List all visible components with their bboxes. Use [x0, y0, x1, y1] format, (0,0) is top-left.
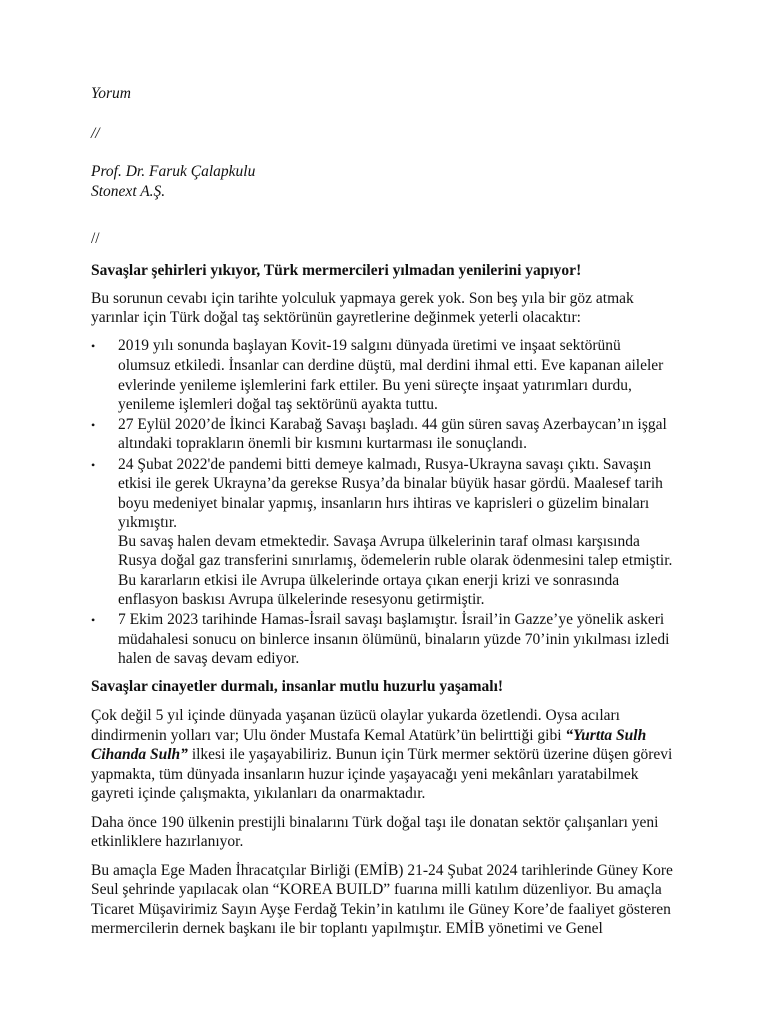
author-company: Stonext A.Ş.: [91, 183, 166, 200]
list-item-line: Bu savaş halen devam etmektedir. Savaşa Avrupa ülkelerinin taraf olması karşısında: [118, 533, 640, 550]
list-item-line: boyu medeniyet binalar yapmış, insanların hırs ihtiras ve kaprisleri o güzelim binaları: [118, 495, 650, 512]
paragraph-line: Seul şehrinde yapılacak olan “KOREA BUILD” fuarına milli katılım düzenliyor. Bu amaçla: [91, 881, 662, 898]
list-item-line: yenileme işlemleri doğal taş sektörünü ayakta tuttu.: [118, 396, 438, 413]
list-item-line: enflasyon baskısı Avrupa ülkelerinde resesyonu getirmiştir.: [118, 591, 485, 608]
quote-text: “Yurtta Sulh: [565, 727, 647, 744]
paragraph-line: yapmakta, tüm dünyada insanların huzur içinde yaşayacağı yeni mekânları yaratabilmek: [91, 766, 639, 783]
bullet-icon: •: [91, 458, 96, 472]
list-item-line: olumsuz etkiledi. İnsanlar can derdine düştü, mal derdini ihmal etti. Eve kapanan aileler: [118, 357, 664, 374]
paragraph-line: Daha önce 190 ülkenin prestijli binalarını Türk doğal taşı ile donatan sektör çalışanları yeni: [91, 814, 659, 831]
quote-text: Cihanda Sulh”: [91, 746, 188, 763]
paragraph-line: [91, 726, 646, 746]
list-item-line: 2019 yılı sonunda başlayan Kovit-19 salgını dünyada üretimi ve inşaat sektörünü: [118, 337, 621, 354]
paragraph-line: Ticaret Müşavirimiz Sayın Ayşe Ferdağ Tekin’in katılımı ile Güney Kore’de faaliyet gösteren: [91, 901, 671, 918]
separator: //: [91, 230, 100, 247]
intro-line: yarınlar için Türk doğal taş sektörünün gayretlerine değinmek yeterli olacaktır:: [91, 309, 581, 326]
bullet-icon: •: [91, 418, 96, 432]
separator: //: [91, 125, 100, 142]
article-title: Savaşlar şehirleri yıkıyor, Türk mermercileri yılmadan yenilerini yapıyor!: [91, 262, 582, 279]
paragraph-line: [91, 745, 672, 765]
list-item-line: 7 Ekim 2023 tarihinde Hamas-İsrail savaşı başlamıştır. İsrail’in Gazze’ye yönelik askeri: [118, 611, 665, 628]
author-name: Prof. Dr. Faruk Çalapkulu: [91, 163, 256, 180]
list-item-line: müdahalesi sonucu on binlerce insanın ölümünü, binaların yüzde 70’inin yıkılması izledi: [118, 631, 670, 648]
bullet-icon: •: [91, 339, 96, 353]
intro-line: Bu sorunun cevabı için tarihte yolculuk yapmaya gerek yok. Son beş yıla bir göz atmak: [91, 290, 634, 307]
paragraph-line: gayreti içinde çalışmakta, yıkılanları da onarmaktadır.: [91, 785, 426, 802]
list-item-line: Bu kararların etkisi ile Avrupa ülkelerinde ortaya çıkan enerji krizi ve sonrasında: [118, 572, 620, 589]
list-item-line: 27 Eylül 2020’de İkinci Karabağ Savaşı başladı. 44 gün süren savaş Azerbaycan’ın işgal: [118, 416, 667, 433]
paragraph-line: Çok değil 5 yıl içinde dünyada yaşanan üzücü olaylar yukarda özetlendi. Oysa acıları: [91, 707, 620, 724]
list-item-line: yıkmıştır.: [118, 514, 177, 531]
list-item-line: 24 Şubat 2022'de pandemi bitti demeye kalmadı, Rusya-Ukrayna savaşı çıktı. Savaşın: [118, 456, 652, 473]
paragraph-line: Bu amaçla Ege Maden İhracatçılar Birliği (EMİB) 21-24 Şubat 2024 tarihlerinde Güney Kore: [91, 862, 673, 879]
paragraph-text: dindirmenin yolları var; Ulu önder Mustafa Kemal Atatürk’ün belirttiği gibi: [91, 727, 566, 744]
list-item-line: etkisi ile gerek Ukrayna’da gerekse Rusya’da binalar büyük hasar gördü. Maalesef tarih: [118, 475, 663, 492]
list-item-line: Rusya doğal gaz transferini sınırlamış, ödemelerin ruble olarak ödenmesini talep etmiştir.: [118, 552, 673, 569]
bullet-icon: •: [91, 613, 96, 627]
list-item-line: evlerinde yenileme işlemlerini fark ettiler. Bu yeni süreçte inşaat yatırımları durdu,: [118, 377, 632, 394]
paragraph-line: etkinliklere hazırlanıyor.: [91, 833, 244, 850]
list-item-line: altındaki toprakların önemli bir kısmını kurtarması ile sonuçlandı.: [118, 435, 527, 452]
paragraph-text: ilkesi ile yaşayabiliriz. Bunun için Türk mermer sektörü üzerine düşen görevi: [187, 746, 673, 763]
section-heading: Savaşlar cinayetler durmalı, insanlar mutlu huzurlu yaşamalı!: [91, 678, 504, 695]
list-item-line: halen de savaş devam ediyor.: [118, 650, 300, 667]
section-label: Yorum: [91, 85, 131, 102]
paragraph-line: mermercilerin dernek başkanı ile bir toplantı yapılmıştır. EMİB yönetimi ve Genel: [91, 920, 603, 937]
